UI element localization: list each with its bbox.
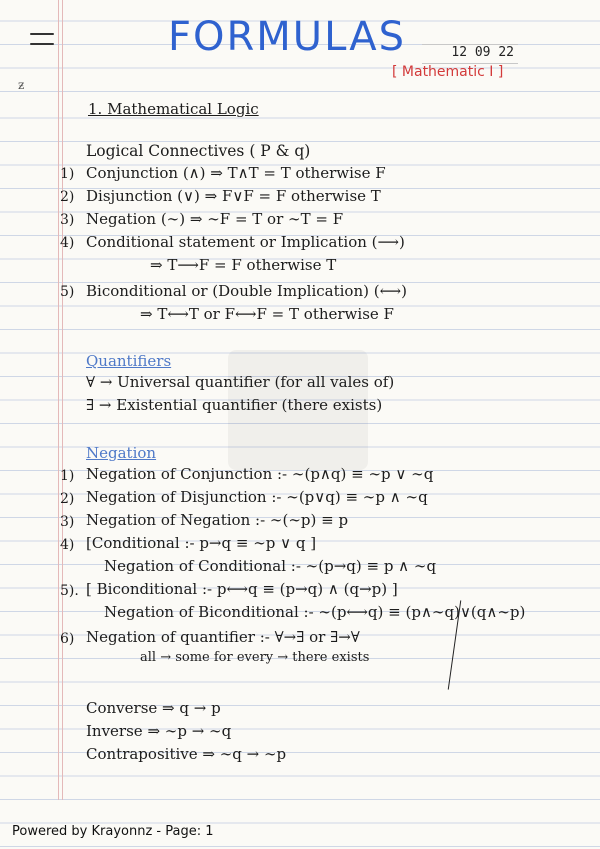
negation-heading: Negation [86,444,157,462]
item-num: 5). [60,583,79,599]
negation-biconditional-line: Negation of Biconditional :- ∼(p⟷q) ≡ (p∧∼q)∨(q∧∼p) [104,603,526,621]
page-title: FORMULAS [168,14,407,60]
quantifier-mapping-line: all → some for every → there exists [140,650,370,665]
biconditional-rule-line: ⇒ T⟷T or F⟷F = T otherwise F [140,305,394,323]
negation-line: Negation (∼) ⇒ ∼F = T or ∼T = F [86,210,344,228]
menu-icon [30,33,54,53]
existential-quantifier-line: ∃ → Existential quantifier (there exists) [86,396,383,414]
page-no-row [422,26,518,45]
margin-line [58,0,59,800]
negation-negation-line: Negation of Negation :- ∼(∼p) ≡ p [86,511,349,529]
negation-quantifier-line: Negation of quantifier :- ∀→∃ or ∃→∀ [86,628,360,646]
corner-mark: ƶ [18,78,25,92]
negation-conjunction-line: Negation of Conjunction :- ∼(p∧q) ≡ ∼p ∨ ∼q [86,465,434,483]
disjunction-line: Disjunction (∨) ⇒ F∨F = F otherwise T [86,187,381,205]
conjunction-line: Conjunction (∧) ⇒ T∧T = T otherwise F [86,164,386,182]
item-num: 3) [60,212,75,228]
margin-line-inner [62,0,63,800]
biconditional-line: Biconditional or (Double Implication) (⟷) [86,282,407,300]
negation-disjunction-line: Negation of Disjunction :- ∼(p∨q) ≡ ∼p ∧ ∼q [86,488,428,506]
converse-line: Converse ⇒ q → p [86,699,221,717]
quantifiers-heading: Quantifiers [86,352,172,370]
biconditional-def-line: [ Biconditional :- p⟷q ≡ (p→q) ∧ (q→p) ] [86,580,398,598]
inverse-line: Inverse ⇒ ∼p → ∼q [86,722,232,740]
item-num: 2) [60,189,75,205]
section-heading: 1. Mathematical Logic [88,100,259,118]
footer-text: Powered by Krayonnz - Page: 1 [12,824,214,839]
contrapositive-line: Contrapositive ⇒ ∼q → ∼p [86,745,287,763]
item-num: 4) [60,235,75,251]
negation-conditional-line: Negation of Conditional :- ∼(p→q) ≡ p ∧ ∼q [104,557,437,575]
item-num: 2) [60,491,75,507]
subject-label: [ Mathematic I ] [392,64,504,80]
item-num: 4) [60,537,75,553]
item-num: 5) [60,284,75,300]
universal-quantifier-line: ∀ → Universal quantifier (for all vales of) [86,373,395,391]
subheading-logical-connectives: Logical Connectives ( P & q) [86,142,311,160]
item-num: 3) [60,514,75,530]
conditional-line: Conditional statement or Implication (⟶) [86,233,405,251]
conditional-def-line: [Conditional :- p→q ≡ ∼p ∨ q ] [86,534,317,552]
item-num: 1) [60,468,75,484]
item-num: 6) [60,631,75,647]
conditional-rule-line: ⇒ T⟶F = F otherwise T [150,256,337,274]
item-num: 1) [60,166,75,182]
date-box [422,26,518,64]
date-value: 12 09 22 [422,45,518,64]
